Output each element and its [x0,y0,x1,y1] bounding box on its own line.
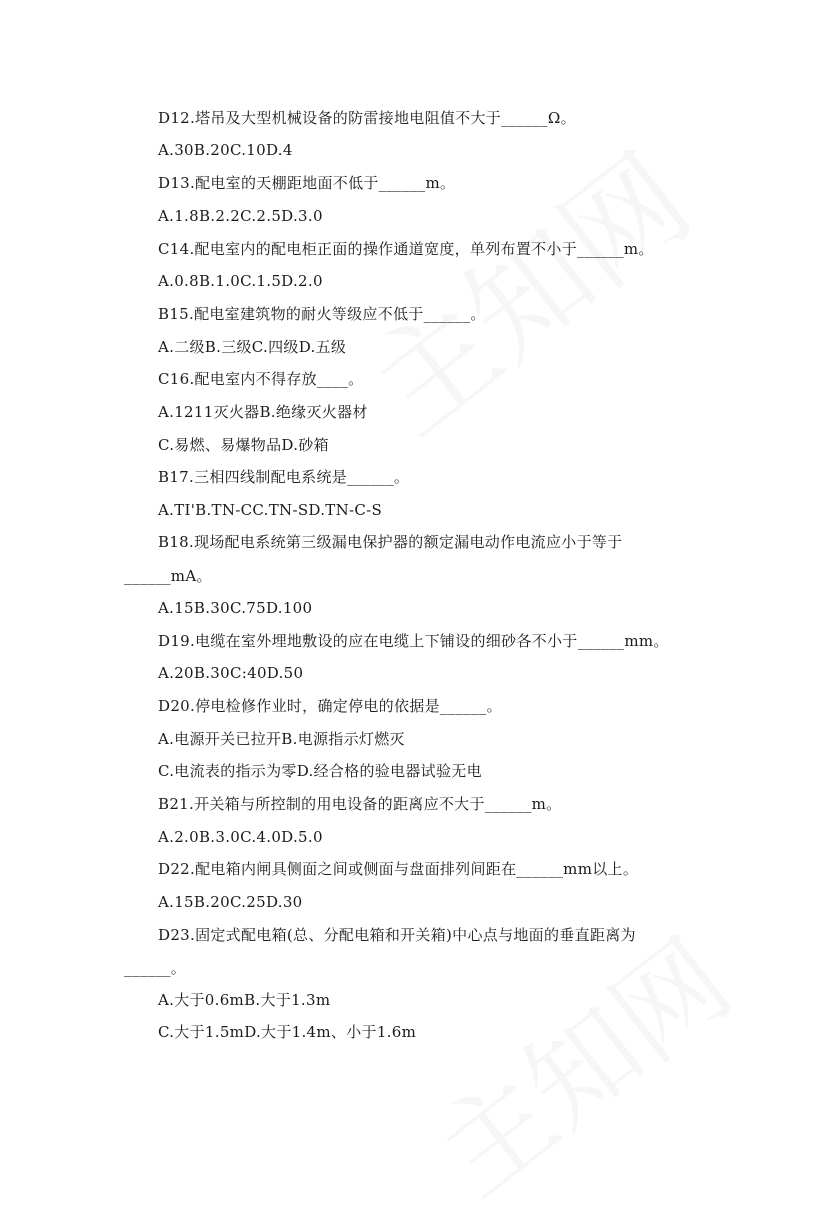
options-21: A.2.0B.3.0C.4.0D.5.0 [158,828,323,846]
question-16: C16.配电室内不得存放____。 [158,370,364,388]
question-13: D13.配电室的天棚距地面不低于______m。 [158,174,456,192]
options-13: A.1.8B.2.2C.2.5D.3.0 [158,207,323,225]
options-20-c: C.电流表的指示为零D.经合格的验电器试验无电 [158,762,482,780]
question-18: B18.现场配电系统第三级漏电保护器的额定漏电动作电流应小于等于 [158,533,623,551]
options-23-a: A.大于0.6mB.大于1.3m [158,991,331,1009]
question-18-cont: ______mA。 [124,567,212,585]
options-15: A.二级B.三级C.四级D.五级 [158,338,347,356]
options-16-c: C.易燃、易爆物品D.砂箱 [158,436,329,454]
options-17: A.TI'B.TN-CC.TN-SD.TN-C-S [158,501,383,519]
question-19: D19.电缆在室外埋地敷设的应在电缆上下铺设的细砂各不小于______mm。 [158,632,669,650]
options-18: A.15B.30C.75D.100 [158,599,313,617]
options-22: A.15B.20C.25D.30 [158,893,303,911]
question-21: B21.开关箱与所控制的用电设备的距离应不大于______m。 [158,795,562,813]
question-15: B15.配电室建筑物的耐火等级应不低于______。 [158,305,486,323]
options-16-a: A.1211灭火器B.绝缘灭火器材 [158,403,368,421]
question-23-cont: ______。 [124,959,187,977]
question-22: D22.配电箱内闸具侧面之间或侧面与盘面排列间距在______mm以上。 [158,860,639,878]
question-20: D20.停电检修作业时，确定停电的依据是______。 [158,697,502,715]
options-23-c: C.大于1.5mD.大于1.4m、小于1.6m [158,1023,417,1041]
options-20-a: A.电源开关已拉开B.电源指示灯燃灭 [158,730,405,748]
options-14: A.0.8B.1.0C.1.5D.2.0 [158,272,323,290]
options-19: A.20B.30C:40D.50 [158,664,304,682]
question-14: C14.配电室内的配电柜正面的操作通道宽度，单列布置不小于______m。 [158,240,654,258]
question-23: D23.固定式配电箱(总、分配电箱和开关箱)中心点与地面的垂直距离为 [158,926,636,944]
question-12: D12.塔吊及大型机械设备的防雷接地电阻值不大于______Ω。 [158,109,576,127]
options-12: A.30B.20C.10D.4 [158,141,293,159]
question-17: B17.三相四线制配电系统是______。 [158,468,410,486]
